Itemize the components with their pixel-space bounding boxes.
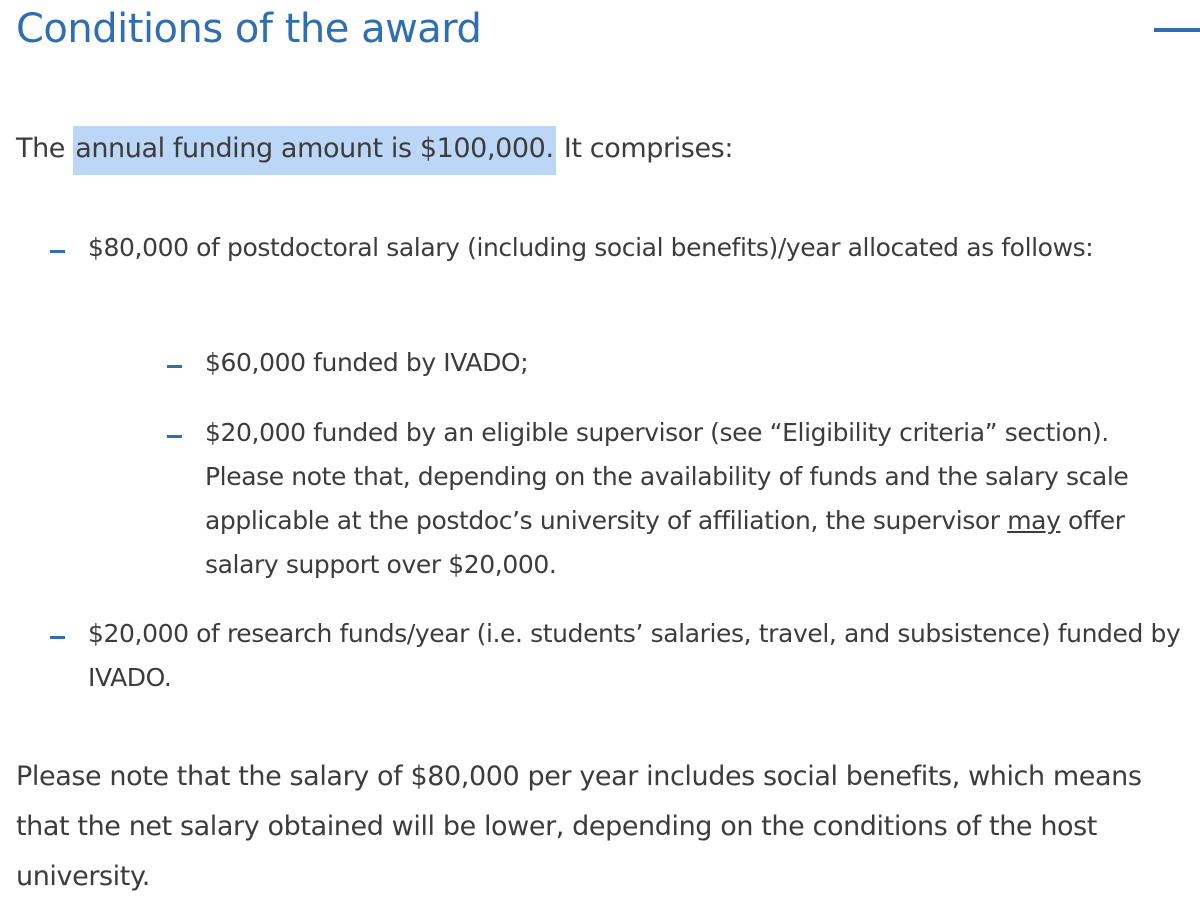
highlighted-text-selection[interactable]: annual funding amount is $100,000.	[73, 126, 555, 175]
dash-bullet-icon	[50, 636, 65, 639]
list-item-text: $20,000 of research funds/year (i.e. students’ salaries, travel, and subsistence) funded by IVADO.	[88, 619, 1181, 692]
sublist-item-text-end: offer salary support over $20,000.	[205, 506, 1125, 579]
intro-text-end: It comprises:	[555, 133, 734, 164]
sublist-item-supervisor-funding	[205, 411, 1195, 587]
closing-note-paragraph: Please note that the salary of $80,000 per year includes social benefits, which means that the net salary obtained will be lower, depending on the conditions of the host university.	[16, 761, 1142, 892]
sublist-item-ivado-funding	[205, 341, 1195, 385]
list-item-postdoc-salary	[88, 226, 1188, 270]
dash-bullet-icon	[50, 250, 65, 253]
section-title: Conditions of the award	[16, 6, 482, 52]
list-item-research-funds	[88, 612, 1188, 700]
sublist-item-text: $20,000 funded by an eligible supervisor (see “Eligibility criteria” section). Please note that, depending on the availability of funds and the salary scale applicable at the postdoc’s university of affiliation, the supervisor	[205, 418, 1129, 535]
sublist-item-text: $60,000 funded by IVADO;	[205, 348, 529, 377]
dash-bullet-icon	[167, 365, 182, 368]
intro-text-start: The	[16, 133, 74, 164]
dash-bullet-icon	[167, 435, 182, 438]
emphasis-underlined-word: may	[1007, 506, 1061, 535]
collapse-minus-icon[interactable]	[1154, 28, 1200, 32]
intro-paragraph	[16, 133, 733, 164]
list-item-text: $80,000 of postdoctoral salary (including social benefits)/year allocated as follows:	[88, 233, 1094, 262]
